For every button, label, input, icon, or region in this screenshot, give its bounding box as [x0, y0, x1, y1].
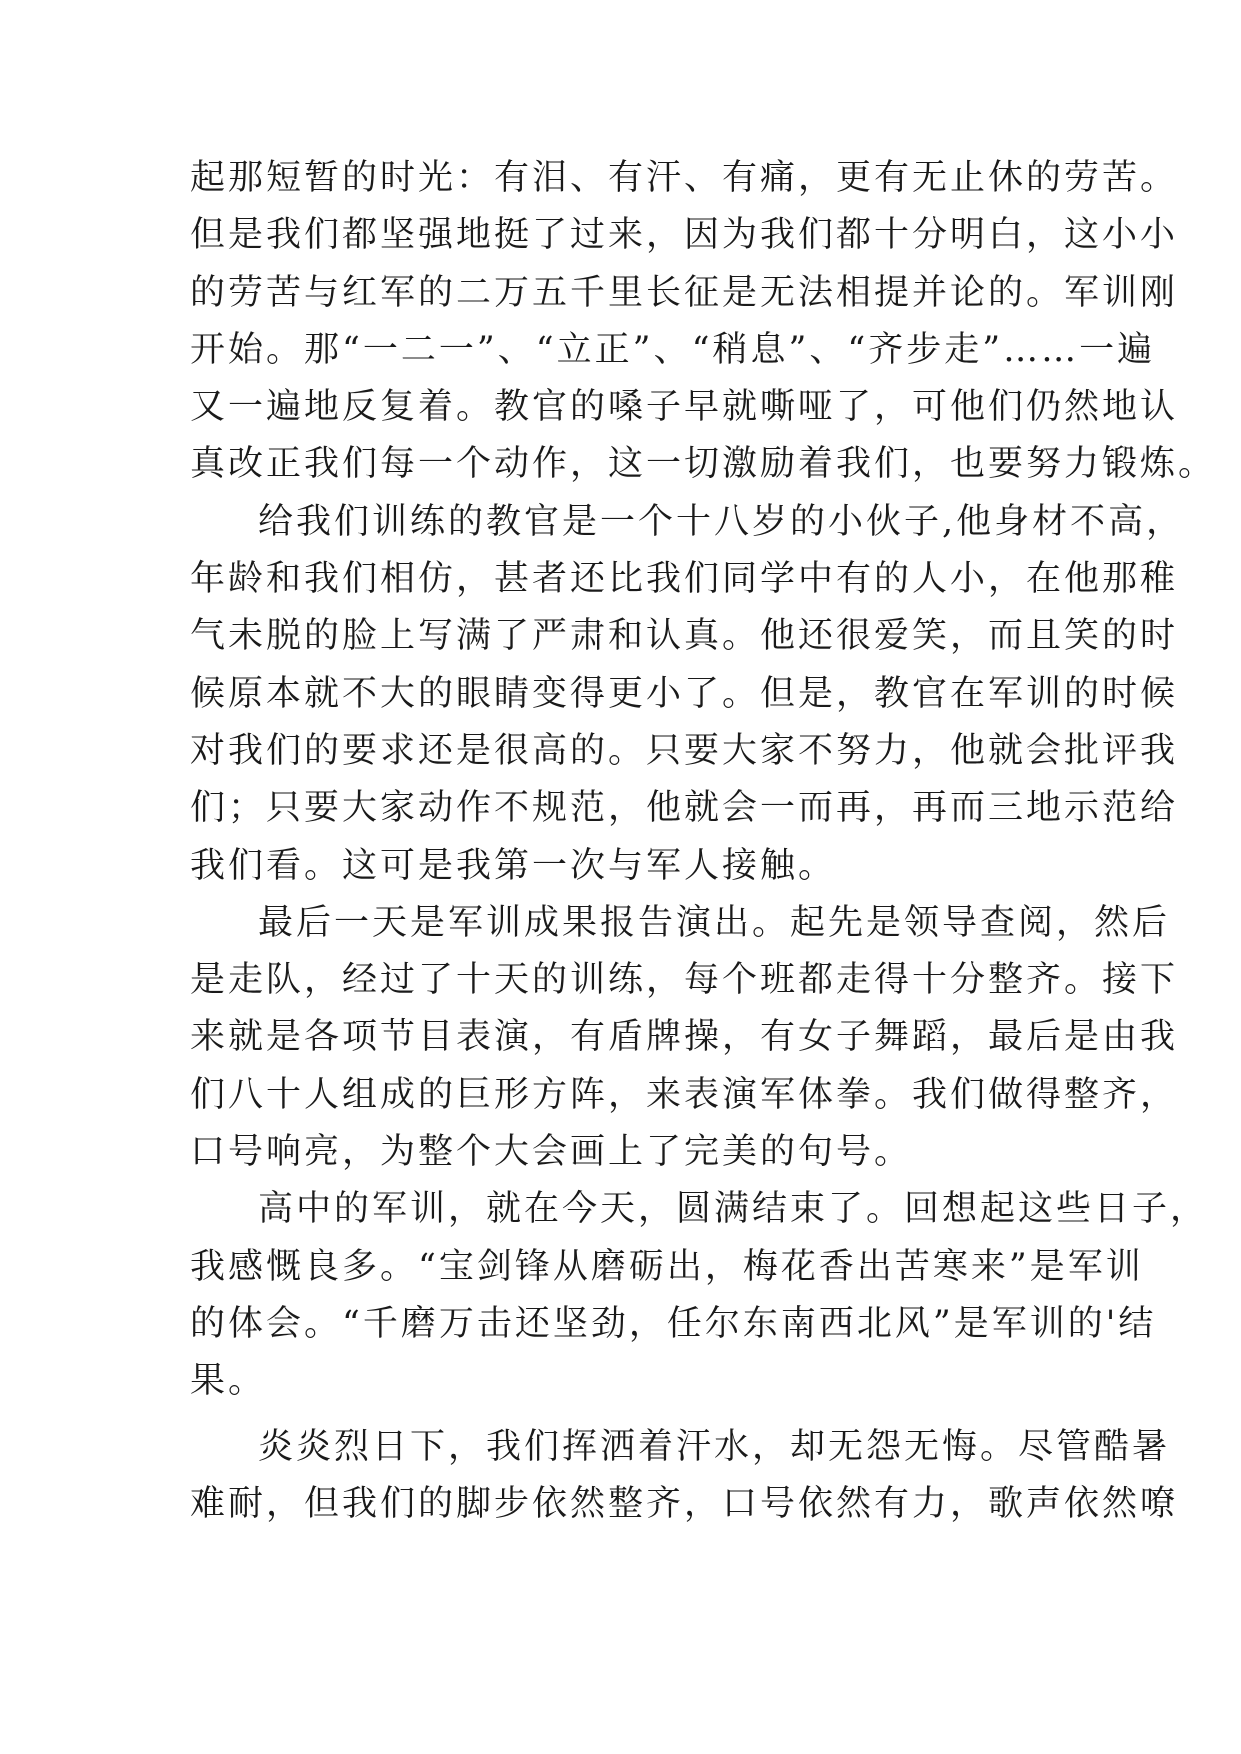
- text-line: 对我们的要求还是很高的。只要大家不努力，他就会批评我: [190, 730, 1179, 771]
- text-line: 年龄和我们相仿，甚者还比我们同学中有的人小，在他那稚: [190, 559, 1179, 600]
- text-line: 高中的军训，就在今天，圆满结束了。回想起这些日子，: [258, 1189, 1209, 1230]
- text-line: 开始。那“一二一”、“立正”、“稍息”、“齐步走”……一遍: [190, 329, 1156, 370]
- text-line: 是走队，经过了十天的训练，每个班都走得十分整齐。接下: [190, 960, 1179, 1001]
- text-line: 口号响亮，为整个大会画上了完美的句号。: [190, 1132, 913, 1173]
- paragraph: [190, 494, 1185, 895]
- paragraph: [190, 150, 1217, 494]
- text-line: 起那短暂的时光：有泪、有汗、有痛，更有无止休的劳苦。: [190, 158, 1179, 198]
- text-line: 我们看。这可是我第一次与军人接触。: [190, 845, 837, 886]
- paragraph: [190, 895, 1179, 1181]
- text-line: 的劳苦与红军的二万五千里长征是无法相提并论的。军训刚: [190, 272, 1179, 313]
- text-line: 气未脱的脸上写满了严肃和认真。他还很爱笑，而且笑的时: [190, 616, 1179, 657]
- text-line: 果。: [190, 1361, 267, 1402]
- text-line: 又一遍地反复着。教官的嗓子早就嘶哑了，可他们仍然地认: [190, 387, 1179, 428]
- text-line: 最后一天是军训成果报告演出。起先是领导查阅，然后: [258, 902, 1171, 943]
- text-line: 候原本就不大的眼睛变得更小了。但是，教官在军训的时候: [190, 673, 1179, 714]
- text-line: 但是我们都坚强地挺了过来，因为我们都十分明白，这小小: [190, 215, 1179, 256]
- text-line: 们八十人组成的巨形方阵，来表演军体拳。我们做得整齐，: [190, 1074, 1179, 1115]
- text-line: 难耐，但我们的脚步依然整齐，口号依然有力，歌声依然嘹: [190, 1483, 1179, 1524]
- paragraph-gap: [190, 1411, 1070, 1419]
- text-line: 们；只要大家动作不规范，他就会一而再，再而三地示范给: [190, 788, 1179, 829]
- text-line: 我感慨良多。“宝剑锋从磨砺出，梅花香出苦寒来”是军训: [190, 1246, 1144, 1287]
- paragraph: [190, 1419, 1179, 1534]
- paragraph: [190, 1181, 1209, 1410]
- document-body: [190, 150, 1217, 1533]
- text-line: 给我们训练的教官是一个十八岁的小伙子,他身材不高，: [258, 501, 1185, 542]
- text-line: 真改正我们每一个动作，这一切激励着我们，也要努力锻炼。: [190, 444, 1217, 485]
- text-line: 的体会。“千磨万击还坚劲，任尔东南西北风”是军训的'结: [190, 1303, 1157, 1344]
- text-line: 炎炎烈日下，我们挥洒着汗水，却无怨无悔。尽管酷暑: [258, 1426, 1171, 1467]
- text-line: 来就是各项节目表演，有盾牌操，有女子舞蹈，最后是由我: [190, 1017, 1179, 1058]
